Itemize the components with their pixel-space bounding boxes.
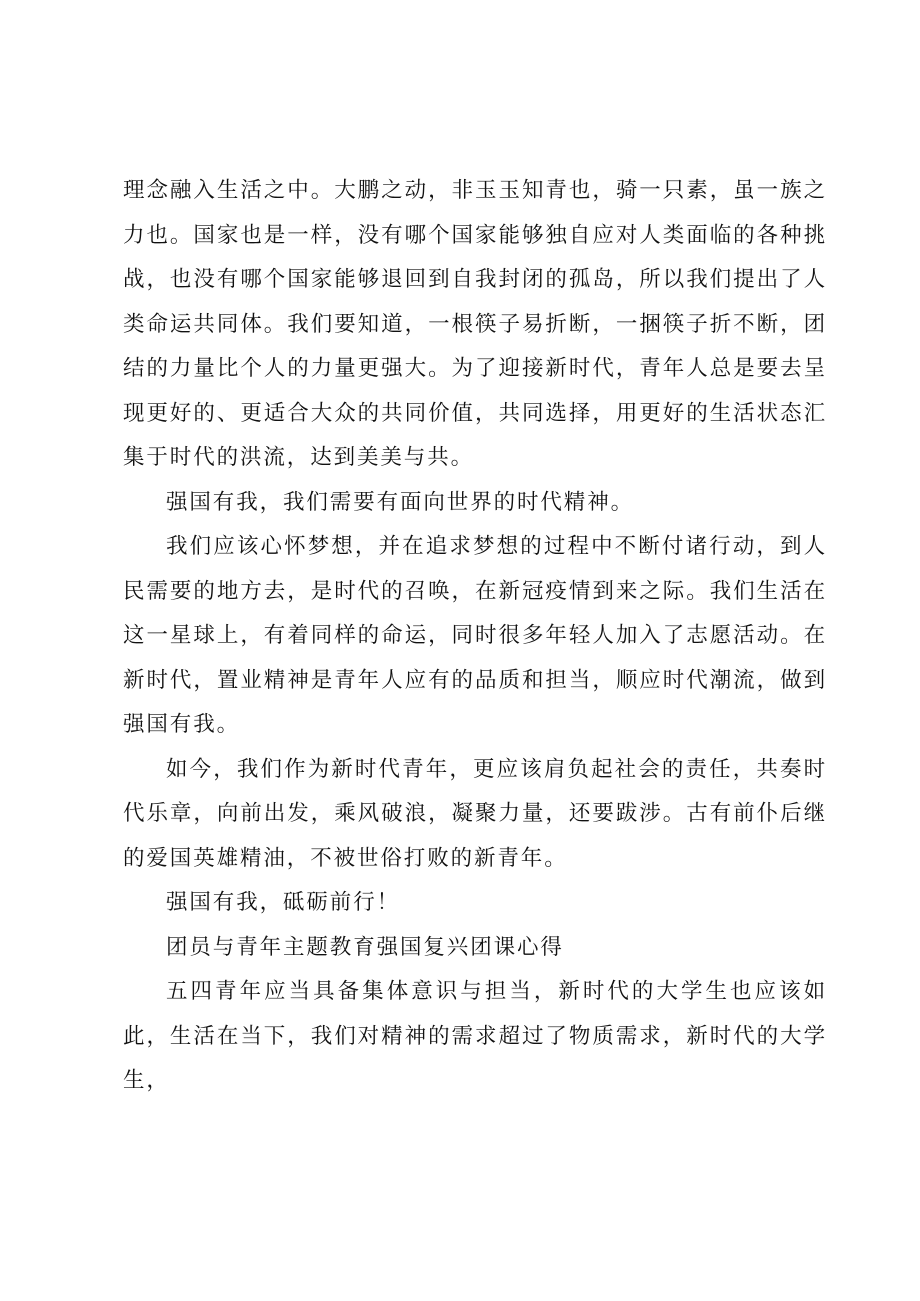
- paragraph-7: 五四青年应当具备集体意识与担当，新时代的大学生也应该如此，生活在当下，我们对精神的需求超过了物质需求，新时代的大学生，: [123, 979, 827, 1093]
- document-body: [123, 169, 827, 1104]
- paragraph-3: 我们应该心怀梦想，并在追求梦想的过程中不断付诸行动，到人民需要的地方去，是时代的召唤，在新冠疫情到来之际。我们生活在这一星球上，有着同样的命运，同时很多年轻人加入了志愿活动。在新时代，置业精神是青年人应有的品质和担当，顺应时代潮流，做到强国有我。: [123, 534, 827, 737]
- paragraph-1: 理念融入生活之中。大鹏之动，非玉玉知青也，骑一只素，虽一族之力也。国家也是一样，没有哪个国家能够独自应对人类面临的各种挑战，也没有哪个国家能够退回到自我封闭的孤岛，所以我们提出了人类命运共同体。我们要知道，一根筷子易折断，一捆筷子折不断，团结的力量比个人的力量更强大。为了迎接新时代，青年人总是要去呈现更好的、更适合大众的共同价值，共同选择，用更好的生活状态汇集于时代的洪流，达到美美与共。: [123, 178, 827, 470]
- paragraph-2: 强国有我，我们需要有面向世界的时代精神。: [166, 489, 635, 515]
- paragraph-5: 强国有我，砥砺前行！: [166, 890, 401, 915]
- section-title: 团员与青年主题教育强国复兴团课心得: [166, 934, 564, 960]
- paragraph-4: 如今，我们作为新时代青年，更应该肩负起社会的责任，共奏时代乐章，向前出发，乘风破浪，凝聚力量，还要跋涉。古有前仆后继的爱国英雄精油，不被世俗打败的新青年。: [123, 756, 827, 871]
